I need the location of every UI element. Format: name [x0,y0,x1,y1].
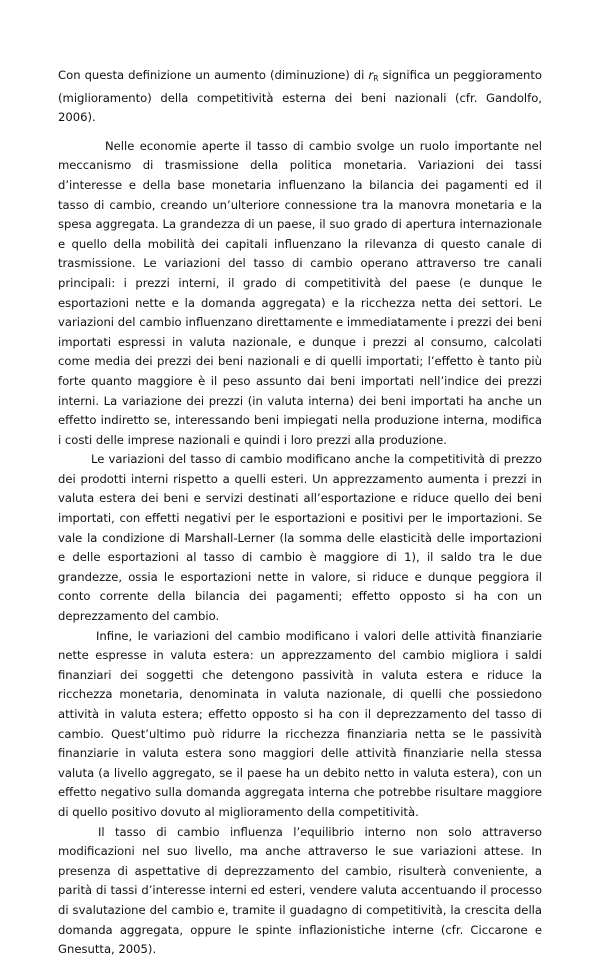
paragraph-financial-assets: Infine, le variazioni del cambio modificano i valori delle attività finanziarie nette espresse in valuta estera: un apprezzamento del cambio migliora i saldi finanziari dei soggetti che detengono passività in valuta estera e riduce la ricchezza monetaria, denominata in valuta nazionale, di quelli che possiedono attività in valuta estera; effetto opposto si ha con il deprezzamento del tasso di cambio. Quest’ultimo può ridurre la ricchezza finanziaria netta se le passività finanziarie in valuta estera sono maggiori delle attività finanziarie nella stessa valuta (a livello aggregato, se il paese ha un debito netto in valuta estera), con un effetto negativo sulla domanda aggregata interna che potrebbe risultare maggiore di quello positivo dovuto al miglioramento della competitività. [58,628,542,819]
paragraph-transmission: Nelle economie aperte il tasso di cambio svolge un ruolo importante nel meccanismo di trasmissione della politica monetaria. Variazioni dei tassi d’interesse e della base monetaria influenzano la bilancia dei pagamenti ed il tasso di cambio, creando un’ulteriore connessione tra la manovra monetaria e la spesa aggregata. La grandezza di un paese, il suo grado di apertura internazionale e quello della mobilità dei capitali influenzano la rilevanza di questo canale di trasmissione. Le variazioni del tasso di cambio operano attraverso tre canali principali: i prezzi interni, il grado di competitività del paese (e dunque le esportazioni nette e la domanda aggregata) e la ricchezza netta dei settori. Le variazioni del cambio influenzano direttamente e immediatamente i prezzi dei beni importati espressi in valuta nazionale, e dunque i prezzi al consumo, calcolati come media dei prezzi dei beni nazionali e di quelli importati; l’effetto è tanto più forte quanto maggiore è il peso assunto dai beni importati nell’indice dei prezzi interni. La variazione dei prezzi (in valuta interna) dei beni importati ha anche un effetto indiretto se, interessando beni impiegati nella produzione interna, modifica i costi delle imprese nazionali e quindi i loro prezzi alla produzione. [58,138,542,447]
paragraph-intro-text-end: significa un peggioramento (miglioramento) della competitività esterna dei beni nazionali (cfr. Gandolfo, 2006). [58,68,542,125]
document-page [58,66,542,960]
paragraph-competitiveness: Le variazioni del tasso di cambio modificano anche la competitività di prezzo dei prodotti interni rispetto a quelli esteri. Un apprezzamento aumenta i prezzi in valuta estera dei beni e servizi destinati all’esportazione e riduce quello dei beni importati, con effetti negativi per le esportazioni e positivi per le importazioni. Se vale la condizione di Marshall-Lerner (la somma delle elasticità delle importazioni e delle esportazioni al tasso di cambio è maggiore di 1), il saldo tra le due grandezze, ossia le esportazioni nette in valore, si riduce e dunque peggiora il conto corrente della bilancia dei pagamenti; effetto opposto si ha con un deprezzamento del cambio. [58,452,542,624]
exchange-rate-subscript: R [373,74,379,83]
paragraph-expectations: Il tasso di cambio influenza l’equilibrio interno non solo attraverso modificazioni nel suo livello, ma anche attraverso le sue variazioni attese. In presenza di aspettative di deprezzamento del cambio, risulterà conveniente, a parità di tassi d’interesse interni ed esteri, vendere valuta accentuando il processo di svalutazione del cambio e, tramite il guadagno di competitività, la crescita della domanda aggregata, oppure le spinte inflazionistiche interne (cfr. Ciccarone e Gnesutta, 2005). [58,824,542,957]
paragraph-intro [58,66,542,128]
paragraph-intro-text-start: Con questa definizione un aumento (diminuzione) di [58,68,369,82]
exchange-rate-symbol: r [368,68,374,82]
